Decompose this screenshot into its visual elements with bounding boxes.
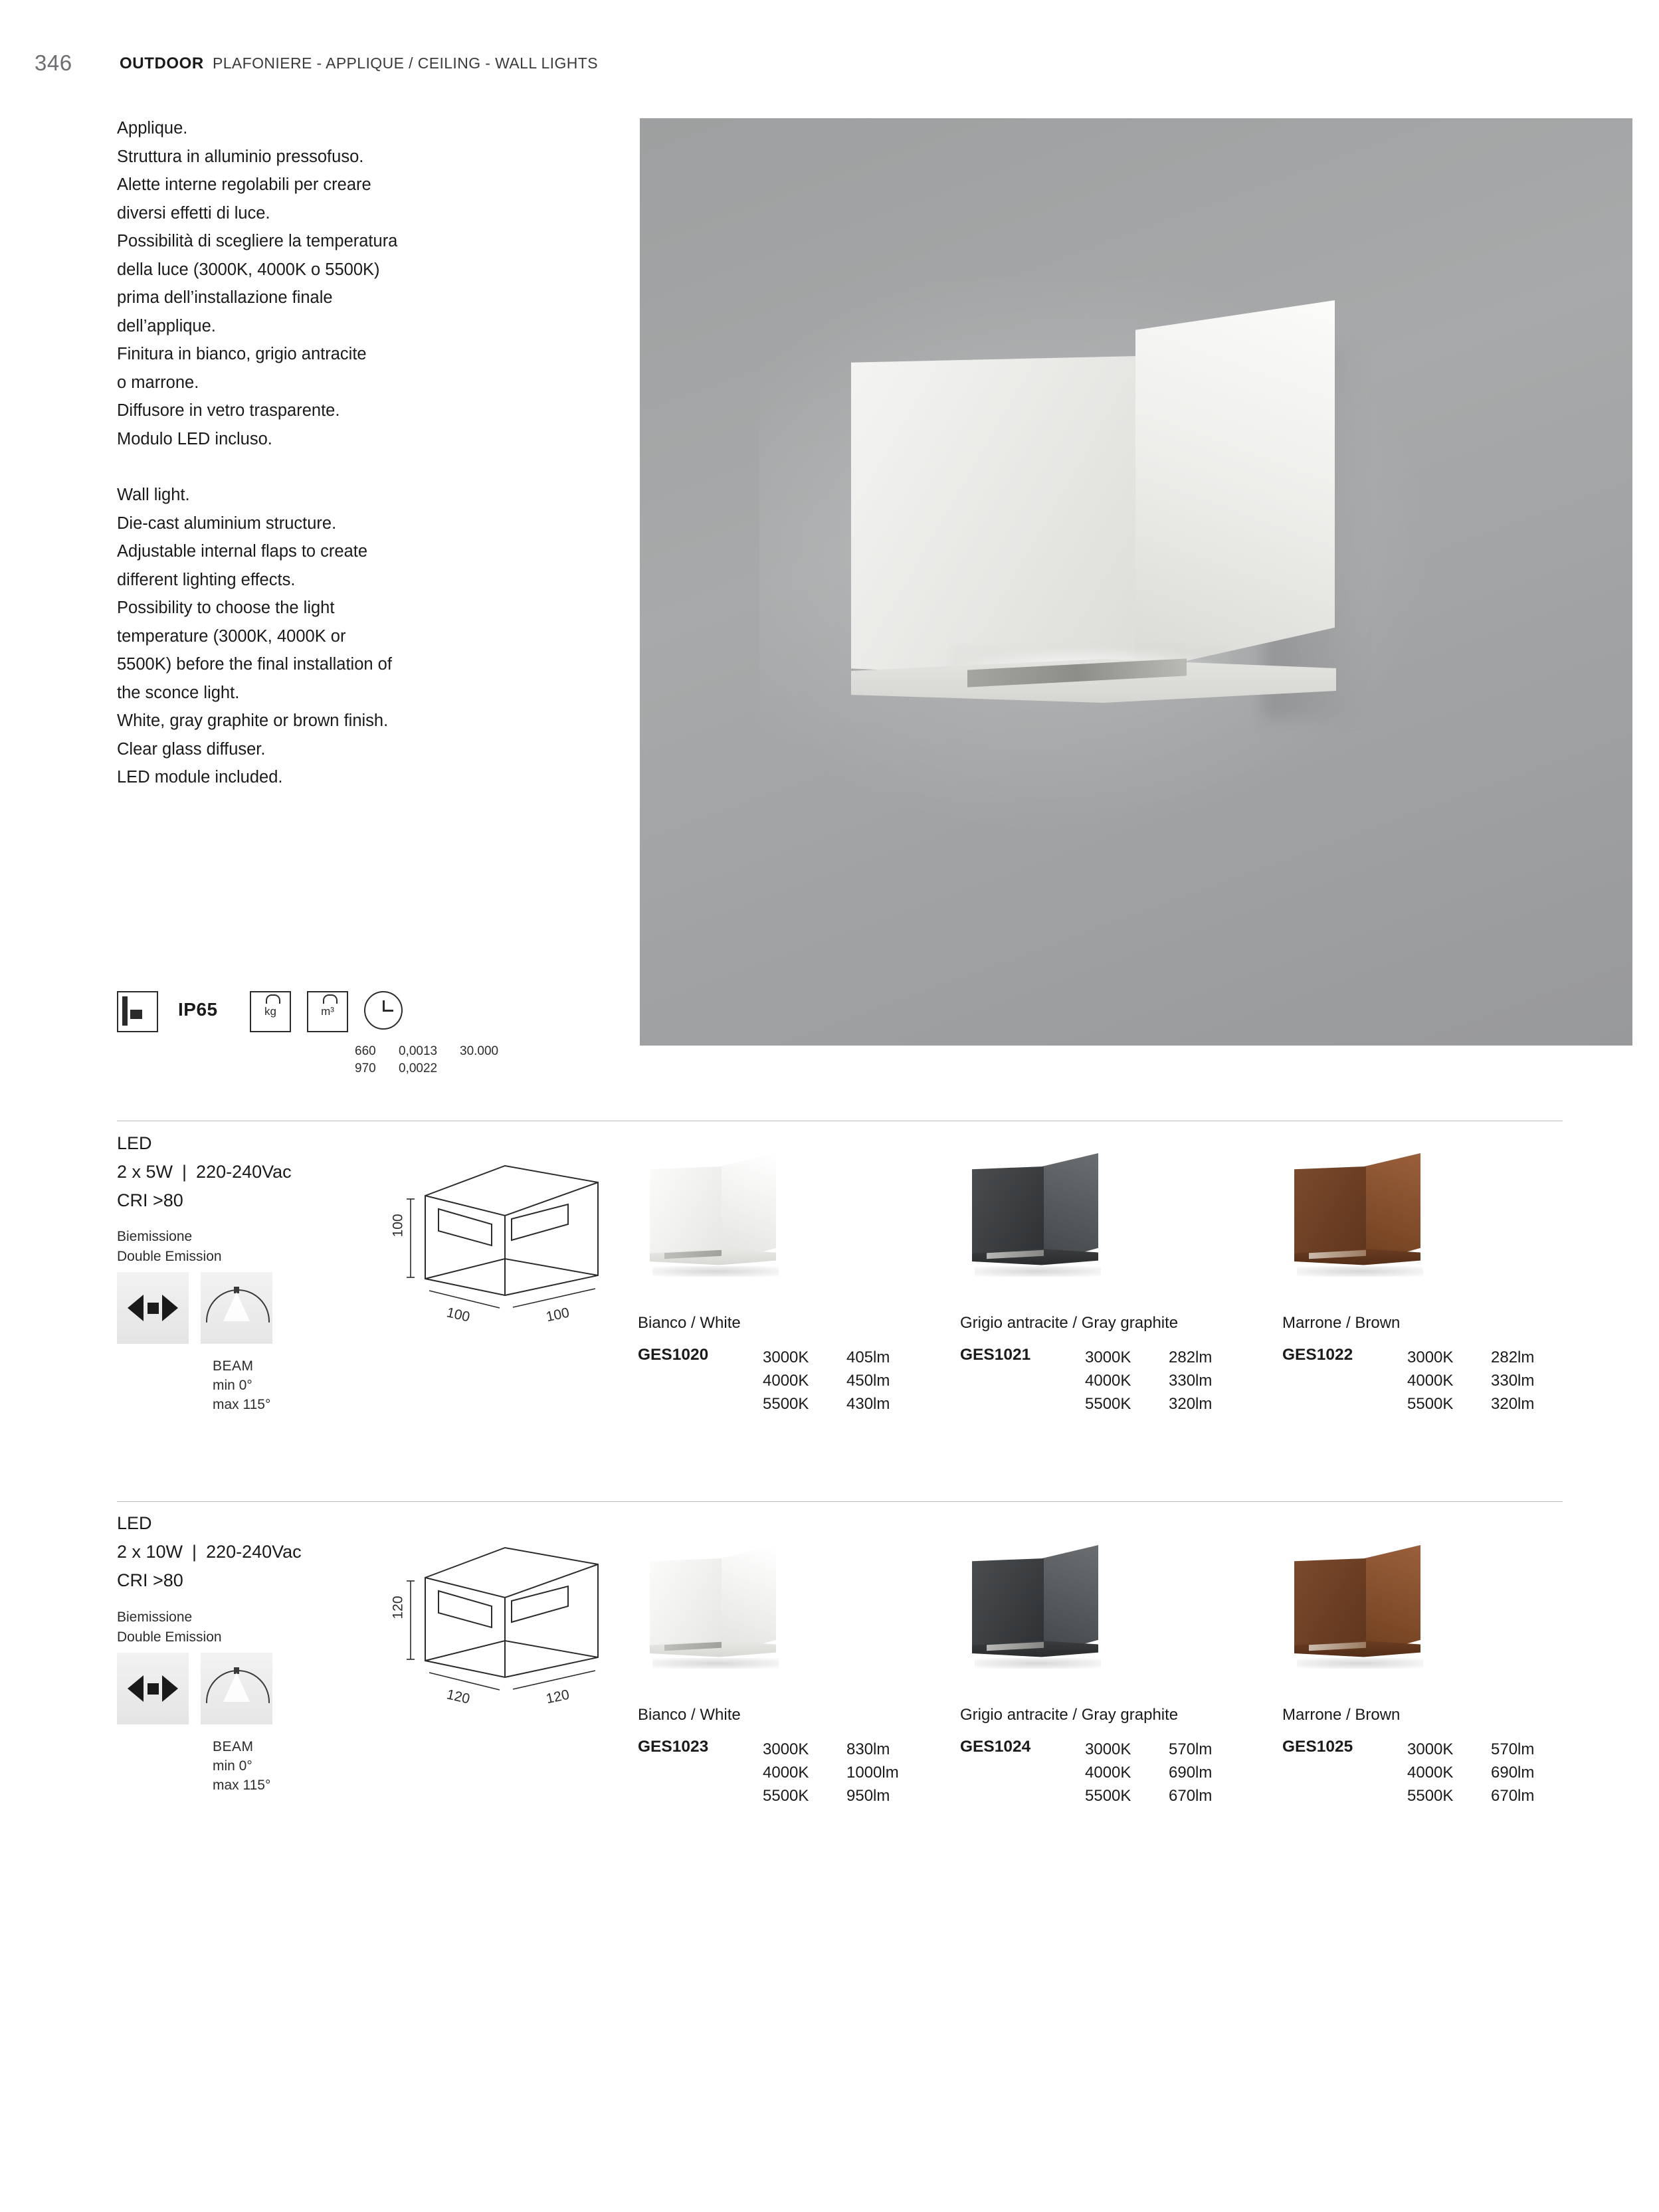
variant-lumen-0: 570lm <box>1491 1740 1535 1758</box>
desc-en-9: Clear glass diffuser. <box>117 739 266 759</box>
block2-beam-min: min 0° <box>213 1758 252 1774</box>
variant-photo-brown <box>1282 1541 1434 1674</box>
product-photo <box>640 118 1632 1046</box>
double-emission-icon <box>117 1272 189 1344</box>
desc-it-2: Alette interne regolabili per creare <box>117 175 371 194</box>
variant-lumen-column <box>846 1738 899 1807</box>
block2-dim-width-left: 120 <box>444 1687 472 1707</box>
variant-lumen-column <box>1491 1346 1534 1416</box>
header-category: OUTDOOR <box>120 54 204 72</box>
desc-en-8: White, gray graphite or brown finish. <box>117 711 389 730</box>
wall-light-render <box>851 300 1356 765</box>
volume-m3-icon <box>307 991 348 1032</box>
double-emission-icon <box>117 1653 189 1724</box>
variant-kelvin-2: 5500K <box>1085 1787 1131 1805</box>
block2-beam-text <box>213 1737 270 1795</box>
variant-lumen-2: 670lm <box>1491 1787 1535 1805</box>
variant-kelvin-0: 3000K <box>1085 1740 1131 1758</box>
desc-en-7: the sconce light. <box>117 683 240 702</box>
block2-emission-icons <box>117 1653 396 1739</box>
block2-dim-height: 120 <box>390 1596 406 1619</box>
variant-kelvin-0: 3000K <box>763 1740 809 1758</box>
weight-value-2: 970 <box>355 1061 376 1075</box>
variant-kelvin-2: 5500K <box>1085 1395 1131 1413</box>
variant-lumen-column <box>1169 1346 1212 1416</box>
block2-sep: | <box>192 1542 197 1562</box>
block2-led-specs <box>117 1509 302 1595</box>
desc-en-6: 5500K) before the final installation of <box>117 655 392 674</box>
variant-lumen-1: 1000lm <box>846 1764 899 1782</box>
desc-it-7: dell’applique. <box>117 316 216 335</box>
cube-side <box>1365 1153 1420 1263</box>
variant-kelvin-0: 3000K <box>1407 1740 1454 1758</box>
divider-middle <box>117 1501 1563 1502</box>
header-subtitle: PLAFONIERE - APPLIQUE / CEILING - WALL LIGHTS <box>213 54 598 72</box>
desc-en-1: Die-cast aluminium structure. <box>117 513 337 533</box>
variant-code: GES1023 <box>638 1738 709 1756</box>
variant-lumen-1: 450lm <box>846 1372 890 1390</box>
block1-emission-en: Double Emission <box>117 1249 222 1264</box>
desc-it-11: Modulo LED incluso. <box>117 429 272 448</box>
block1-sep: | <box>182 1162 187 1182</box>
cube-side <box>720 1153 776 1263</box>
block1-led-specs <box>117 1129 292 1215</box>
variant-photo-brown <box>1282 1149 1434 1282</box>
page-number: 346 <box>35 50 72 75</box>
variant-photo-white <box>638 1541 789 1674</box>
block2-emission-it: Biemissione <box>117 1610 193 1625</box>
block2-emission-en: Double Emission <box>117 1629 222 1645</box>
page-header <box>0 50 1659 73</box>
wall-mount-icon <box>117 991 158 1032</box>
variant-lumen-0: 405lm <box>846 1348 890 1366</box>
block1-power: 2 x 5W <box>117 1162 173 1182</box>
block1-cri: CRI >80 <box>117 1190 183 1210</box>
volume-values <box>399 1043 437 1077</box>
block1-technical-drawing <box>390 1146 638 1345</box>
variant-kelvin-1: 4000K <box>1085 1372 1131 1390</box>
desc-it-3: diversi effetti di luce. <box>117 203 270 223</box>
variant-lumen-column <box>1169 1738 1212 1807</box>
variant-lumen-2: 320lm <box>1169 1395 1213 1413</box>
desc-en-10: LED module included. <box>117 768 283 786</box>
block1-dim-width-left: 100 <box>444 1305 472 1325</box>
lamp-front-face <box>851 356 1137 682</box>
variant-lumen-0: 570lm <box>1169 1740 1213 1758</box>
cube-shadow <box>1297 1266 1423 1277</box>
cube-white-icon <box>638 1541 789 1674</box>
variant-kelvin-2: 5500K <box>763 1395 809 1413</box>
desc-it-1: Struttura in alluminio pressofuso. <box>117 147 364 166</box>
variant-finish-name: Grigio antracite / Gray graphite <box>960 1314 1179 1332</box>
cube-brown-icon <box>1282 1149 1434 1282</box>
block1-beam-max: max 115° <box>213 1397 271 1412</box>
desc-en-3: different lighting effects. <box>117 570 296 589</box>
block1-emission-it: Biemissione <box>117 1229 193 1244</box>
desc-it-10: Diffusore in vetro trasparente. <box>117 401 340 420</box>
block1-beam-title: BEAM <box>213 1358 254 1374</box>
cube-front <box>972 1166 1044 1259</box>
variant-finish-name: Marrone / Brown <box>1282 1706 1401 1724</box>
variant-code: GES1025 <box>1282 1738 1353 1756</box>
variant-kelvin-column <box>1085 1346 1131 1416</box>
variant-kelvin-1: 4000K <box>763 1764 809 1782</box>
block2-beam-title: BEAM <box>213 1739 254 1754</box>
variant-kelvin-column <box>763 1346 809 1416</box>
block2-power: 2 x 10W <box>117 1542 183 1562</box>
variant-photo-white <box>638 1149 789 1282</box>
description-column <box>117 114 516 792</box>
variant-finish-name: Bianco / White <box>638 1314 741 1332</box>
block2-drawing-svg <box>399 1528 638 1727</box>
cube-side <box>1042 1545 1098 1655</box>
desc-it-0: Applique. <box>117 119 188 138</box>
double-emission-icon-arrow-right <box>162 1295 178 1321</box>
variant-lumen-column <box>1491 1738 1534 1807</box>
beam-angle-icon-cone <box>223 1673 250 1702</box>
desc-en-4: Possibility to choose the light <box>117 599 335 617</box>
block1-voltage: 220-240Vac <box>196 1162 292 1182</box>
variant-kelvin-0: 3000K <box>1407 1348 1454 1366</box>
cube-front <box>972 1558 1044 1651</box>
lamp-side-face <box>1135 300 1335 672</box>
variant-lumen-2: 320lm <box>1491 1395 1535 1413</box>
variant-kelvin-column <box>1085 1738 1131 1807</box>
beam-angle-icon <box>201 1653 272 1724</box>
block2-beam-max: max 115° <box>213 1778 271 1793</box>
desc-en-2: Adjustable internal flaps to create <box>117 542 368 561</box>
variant-kelvin-1: 4000K <box>1085 1764 1131 1782</box>
weight-kg-icon <box>250 991 291 1032</box>
cube-side <box>1042 1153 1098 1263</box>
variant-photo-graphite <box>960 1149 1112 1282</box>
variant-lumen-0: 282lm <box>1169 1348 1213 1366</box>
variant-kelvin-1: 4000K <box>763 1372 809 1390</box>
block1-emission-icons <box>117 1272 396 1358</box>
volume-value-2: 0,0022 <box>399 1061 438 1075</box>
variant-finish-name: Marrone / Brown <box>1282 1314 1401 1332</box>
wall-mount-icon-block <box>130 1010 142 1019</box>
cube-graphite-icon <box>960 1541 1112 1674</box>
variant-lumen-1: 690lm <box>1169 1764 1213 1782</box>
variant-kelvin-0: 3000K <box>1085 1348 1131 1366</box>
double-emission-icon-source <box>147 1303 159 1314</box>
cube-white-icon <box>638 1149 789 1282</box>
variant-lumen-0: 830lm <box>846 1740 890 1758</box>
double-emission-icon-source <box>147 1683 159 1695</box>
variant-kelvin-0: 3000K <box>763 1348 809 1366</box>
cube-shadow <box>975 1658 1101 1669</box>
cube-front <box>1294 1558 1366 1651</box>
cube-front <box>650 1166 722 1259</box>
ip-rating-label: IP65 <box>178 999 218 1020</box>
desc-it-5: della luce (3000K, 4000K o 5500K) <box>117 260 380 279</box>
cube-graphite-icon <box>960 1149 1112 1282</box>
block1-led-label: LED <box>117 1133 152 1153</box>
cube-brown-icon <box>1282 1541 1434 1674</box>
variant-code: GES1020 <box>638 1346 709 1364</box>
variant-lumen-0: 282lm <box>1491 1348 1535 1366</box>
variant-kelvin-2: 5500K <box>1407 1787 1454 1805</box>
volume-icon-unit: m³ <box>321 1005 334 1018</box>
desc-en-5: temperature (3000K, 4000K or <box>117 626 346 646</box>
variant-kelvin-column <box>1407 1738 1453 1807</box>
block1-dim-height: 100 <box>390 1214 406 1238</box>
cube-shadow <box>652 1658 779 1669</box>
variant-kelvin-2: 5500K <box>763 1787 809 1805</box>
desc-it-6: prima dell’installazione finale <box>117 288 333 307</box>
desc-it-4: Possibilità di scegliere la temperatura <box>117 232 398 250</box>
block1-beam-text <box>213 1356 270 1414</box>
clock-icon <box>364 991 405 1032</box>
block1-beam-min: min 0° <box>213 1378 252 1393</box>
beam-angle-icon <box>201 1272 272 1344</box>
block2-emission-labels <box>117 1608 222 1647</box>
double-emission-icon-arrow-right <box>162 1675 178 1702</box>
beam-angle-icon-cone <box>223 1292 250 1321</box>
weight-value-1: 660 <box>355 1044 376 1058</box>
desc-it-8: Finitura in bianco, grigio antracite <box>117 345 367 363</box>
weight-values <box>355 1043 376 1077</box>
double-emission-icon-arrow-left <box>128 1675 144 1702</box>
variant-kelvin-column <box>1407 1346 1453 1416</box>
variant-finish-name: Grigio antracite / Gray graphite <box>960 1706 1179 1724</box>
variant-finish-name: Bianco / White <box>638 1706 741 1724</box>
cube-side <box>1365 1545 1420 1655</box>
block1-emission-labels <box>117 1227 222 1267</box>
life-value: 30.000 <box>460 1044 499 1058</box>
variant-code: GES1022 <box>1282 1346 1353 1364</box>
weight-icon-unit: kg <box>264 1005 276 1018</box>
variant-code: GES1024 <box>960 1738 1031 1756</box>
variant-kelvin-1: 4000K <box>1407 1764 1454 1782</box>
cube-front <box>1294 1166 1366 1259</box>
block1-drawing-svg <box>399 1146 638 1345</box>
cube-front <box>650 1558 722 1651</box>
block2-technical-drawing <box>390 1528 638 1727</box>
variant-lumen-1: 330lm <box>1491 1372 1535 1390</box>
variant-lumen-2: 950lm <box>846 1787 890 1805</box>
variant-photo-graphite <box>960 1541 1112 1674</box>
double-emission-icon-arrow-left <box>128 1295 144 1321</box>
block1-dim-width-right: 100 <box>544 1305 571 1325</box>
variant-lumen-1: 330lm <box>1169 1372 1213 1390</box>
variant-kelvin-column <box>763 1738 809 1807</box>
desc-it-9: o marrone. <box>117 373 199 392</box>
variant-lumen-2: 670lm <box>1169 1787 1213 1805</box>
variant-kelvin-2: 5500K <box>1407 1395 1454 1413</box>
variant-lumen-1: 690lm <box>1491 1764 1535 1782</box>
cube-shadow <box>1297 1658 1423 1669</box>
variant-lumen-2: 430lm <box>846 1395 890 1413</box>
variant-kelvin-1: 4000K <box>1407 1372 1454 1390</box>
spec-icon-strip <box>117 991 529 1091</box>
block2-cri: CRI >80 <box>117 1570 183 1590</box>
variant-code: GES1021 <box>960 1346 1031 1364</box>
block2-led-label: LED <box>117 1513 152 1533</box>
cube-side <box>720 1545 776 1655</box>
cube-shadow <box>975 1266 1101 1277</box>
desc-gap <box>117 453 516 481</box>
cube-shadow <box>652 1266 779 1277</box>
clock-icon-hand-minute <box>383 1010 393 1012</box>
variant-lumen-column <box>846 1346 890 1416</box>
volume-value-1: 0,0013 <box>399 1044 438 1058</box>
desc-en-0: Wall light. <box>117 486 190 504</box>
block2-voltage: 220-240Vac <box>206 1542 302 1562</box>
block2-dim-width-right: 120 <box>544 1687 571 1707</box>
